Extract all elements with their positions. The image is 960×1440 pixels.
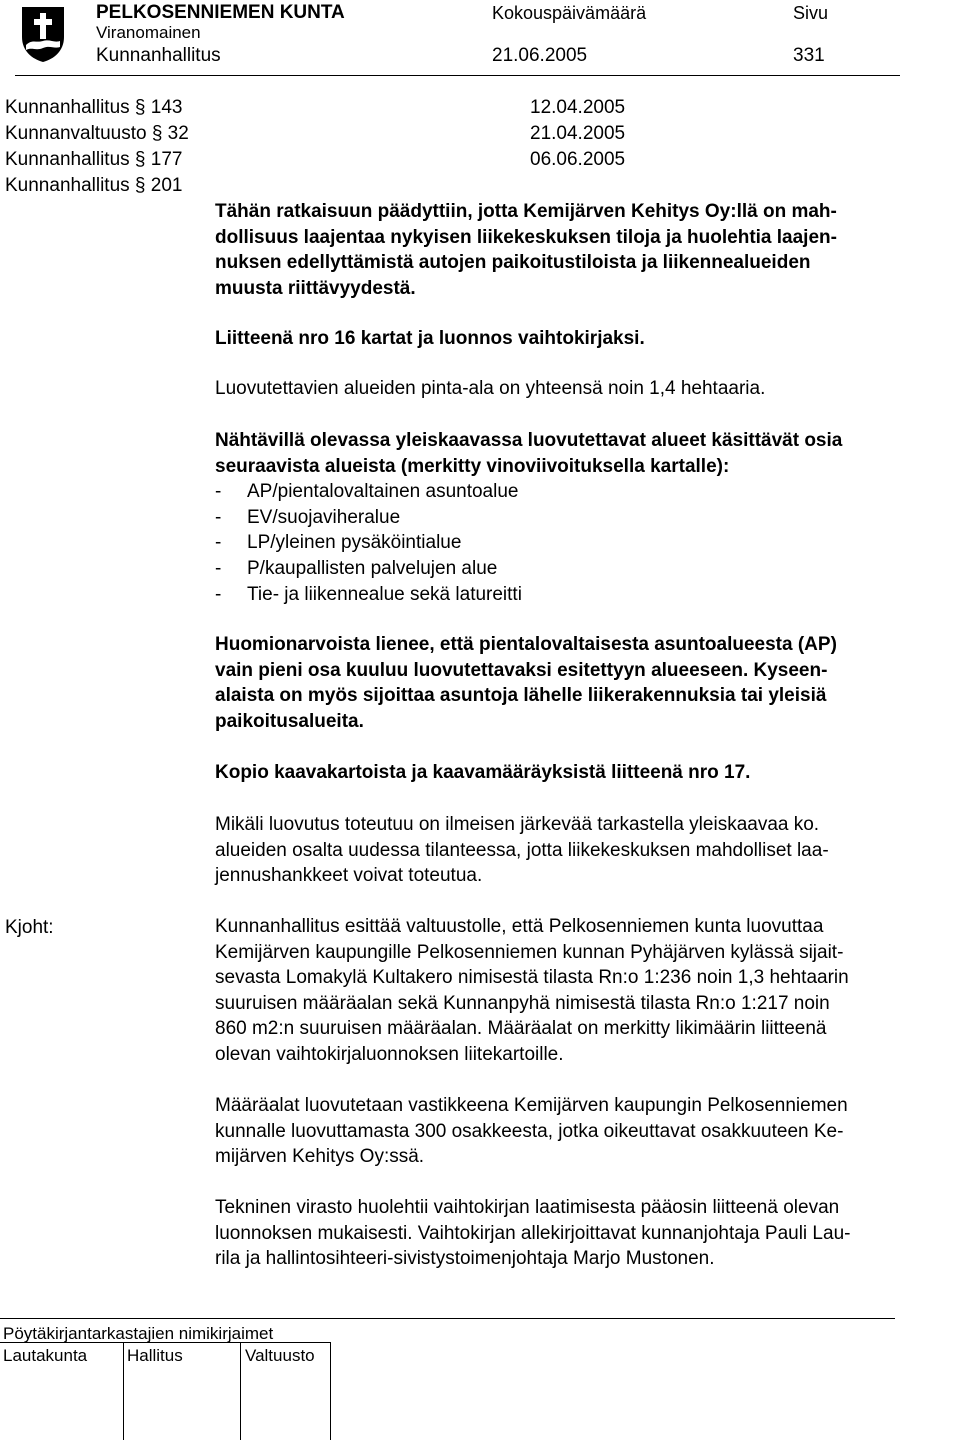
paragraph-consideration bbox=[215, 1093, 955, 1170]
text-line: Liitteenä nro 16 kartat ja luonnos vaihtokirjaksi. bbox=[215, 328, 645, 349]
text-line: suuruisen määräalan sekä Kunnanpyhä nimisestä tilasta Rn:o 1:217 noin bbox=[215, 992, 830, 1014]
list-item: - AP/pientalovaltainen asuntoalue bbox=[215, 481, 519, 503]
history-entry: Kunnanvaltuusto § 32 bbox=[5, 123, 189, 144]
list-item-label: Tie- ja liikennealue sekä latureitti bbox=[247, 583, 522, 605]
text-line: jennushankkeet voivat toteutua. bbox=[215, 865, 483, 887]
text-line: Luovutettavien alueiden pinta-ala on yhteensä noin 1,4 hehtaaria. bbox=[215, 378, 766, 399]
municipality-crest-icon bbox=[20, 5, 66, 63]
proposal-label: Kjoht: bbox=[5, 917, 54, 938]
text-line: mijärven Kehitys Oy:ssä. bbox=[215, 1146, 425, 1168]
date-label: Kokouspäivämäärä bbox=[492, 3, 647, 23]
paragraph-rationale bbox=[215, 199, 955, 301]
text-line: Kunnanhallitus esittää valtuustolle, että Pelkosenniemen kunta luovuttaa bbox=[215, 916, 824, 937]
paragraph-attachment-16 bbox=[215, 326, 955, 352]
page-number: 331 bbox=[793, 45, 825, 66]
initials-title: Pöytäkirjantarkastajien nimikirjaimet bbox=[3, 1324, 274, 1343]
initials-box-line bbox=[0, 1342, 330, 1343]
initials-col-hallitus: Hallitus bbox=[127, 1346, 183, 1365]
list-item: - EV/suojaviheralue bbox=[215, 506, 401, 528]
list-item: - LP/yleinen pysäköintialue bbox=[215, 532, 462, 554]
paragraph-zoning bbox=[215, 428, 955, 607]
history-entry: Kunnanhallitus § 143 bbox=[5, 97, 183, 118]
paragraph-attachment-17 bbox=[215, 760, 955, 786]
paragraph-area bbox=[215, 376, 955, 402]
municipality-name: PELKOSENNIEMEN KUNTA bbox=[96, 2, 345, 23]
initials-box-line bbox=[240, 1342, 241, 1440]
text-line: vain pieni osa kuuluu luovutettavaksi esitettyyn alueeseen. Kyseen- bbox=[215, 659, 828, 681]
paragraph-execution bbox=[215, 1195, 955, 1272]
text-line: Nähtävillä olevassa yleiskaavassa luovutettavat alueet käsittävät osia bbox=[215, 430, 843, 451]
office-label: Viranomainen bbox=[96, 23, 201, 42]
paragraph-review bbox=[215, 812, 955, 889]
body-name: Kunnanhallitus bbox=[96, 45, 221, 66]
meeting-date: 21.06.2005 bbox=[492, 45, 588, 66]
text-line: Tekninen virasto huolehtii vaihtokirjan laatimisesta pääosin liitteenä olevan bbox=[215, 1197, 840, 1218]
text-line: Huomionarvoista lienee, että pientalovaltaisesta asuntoalueesta (AP) bbox=[215, 634, 837, 655]
initials-col-valtuusto: Valtuusto bbox=[245, 1346, 315, 1365]
text-line: paikoitusalueita. bbox=[215, 710, 364, 732]
history-entry: Kunnanhallitus § 177 bbox=[5, 149, 183, 170]
text-line: Mikäli luovutus toteutuu on ilmeisen järkevää tarkastella yleiskaavaa ko. bbox=[215, 814, 820, 835]
text-line: sevasta Lomakylä Kultakero nimisestä tilasta Rn:o 1:236 noin 1,3 hehtaarin bbox=[215, 967, 849, 989]
text-line: nuksen edellyttämistä autojen paikoitustiloista ja liikennealueiden bbox=[215, 252, 811, 274]
text-line: seuraavista alueista (merkitty vinoviivoituksella kartalle): bbox=[215, 455, 730, 477]
text-line: kunnalle luovuttamasta 300 osakkeesta, jotka oikeuttavat osakkuuteen Ke- bbox=[215, 1120, 844, 1142]
paragraph-proposal bbox=[215, 914, 955, 1068]
text-line: Määräalat luovutetaan vastikkeena Kemijärven kaupungin Pelkosenniemen bbox=[215, 1095, 848, 1116]
initials-box-line bbox=[330, 1342, 331, 1440]
text-line: dollisuus laajentaa nykyisen liikekeskuksen tiloja ja huolehtia laajen- bbox=[215, 226, 837, 248]
history-date: 12.04.2005 bbox=[530, 97, 626, 118]
text-line: Tähän ratkaisuun päädyttiin, jotta Kemijärven Kehitys Oy:llä on mah- bbox=[215, 201, 837, 222]
list-item: - P/kaupallisten palvelujen alue bbox=[215, 557, 498, 579]
footer-rule bbox=[0, 1318, 895, 1319]
list-item: - Tie- ja liikennealue sekä latureitti bbox=[215, 583, 522, 605]
list-item-label: EV/suojaviheralue bbox=[247, 506, 401, 528]
text-line: rila ja hallintosihteeri-sivistystoimenjohtaja Marjo Mustonen. bbox=[215, 1248, 715, 1270]
text-line: Kopio kaavakartoista ja kaavamääräyksistä liitteenä nro 17. bbox=[215, 762, 751, 783]
page-label: Sivu bbox=[793, 3, 829, 23]
history-date: 06.06.2005 bbox=[530, 149, 626, 170]
header-rule bbox=[15, 75, 900, 76]
initials-col-lautakunta: Lautakunta bbox=[3, 1346, 88, 1365]
list-item-label: P/kaupallisten palvelujen alue bbox=[247, 557, 498, 579]
text-line: muusta riittävyydestä. bbox=[215, 277, 416, 299]
history-date: 21.04.2005 bbox=[530, 123, 626, 144]
history-entry: Kunnanhallitus § 201 bbox=[5, 175, 183, 196]
list-item-label: LP/yleinen pysäköintialue bbox=[247, 532, 462, 554]
text-line: alaista on myös sijoittaa asuntoja lähelle liikerakennuksia tai yleisiä bbox=[215, 685, 827, 707]
text-line: Kemijärven kaupungille Pelkosenniemen kunnan Pyhäjärven kylässä sijait- bbox=[215, 941, 844, 963]
paragraph-notice bbox=[215, 632, 955, 734]
text-line: luonnoksen mukaisesti. Vaihtokirjan allekirjoittavat kunnanjohtaja Pauli Lau- bbox=[215, 1222, 851, 1244]
zoning-list bbox=[215, 479, 955, 607]
text-line: 860 m2:n suuruisen määräalan. Määräalat on merkitty likimäärin liitteenä bbox=[215, 1018, 827, 1040]
initials-box-line bbox=[123, 1342, 124, 1440]
list-item-label: AP/pientalovaltainen asuntoalue bbox=[247, 481, 519, 503]
text-line: olevan vaihtokirjaluonnoksen liitekartoille. bbox=[215, 1043, 564, 1065]
text-line: alueiden osalta uudessa tilanteessa, jotta liikekeskuksen mahdolliset laa- bbox=[215, 839, 829, 861]
